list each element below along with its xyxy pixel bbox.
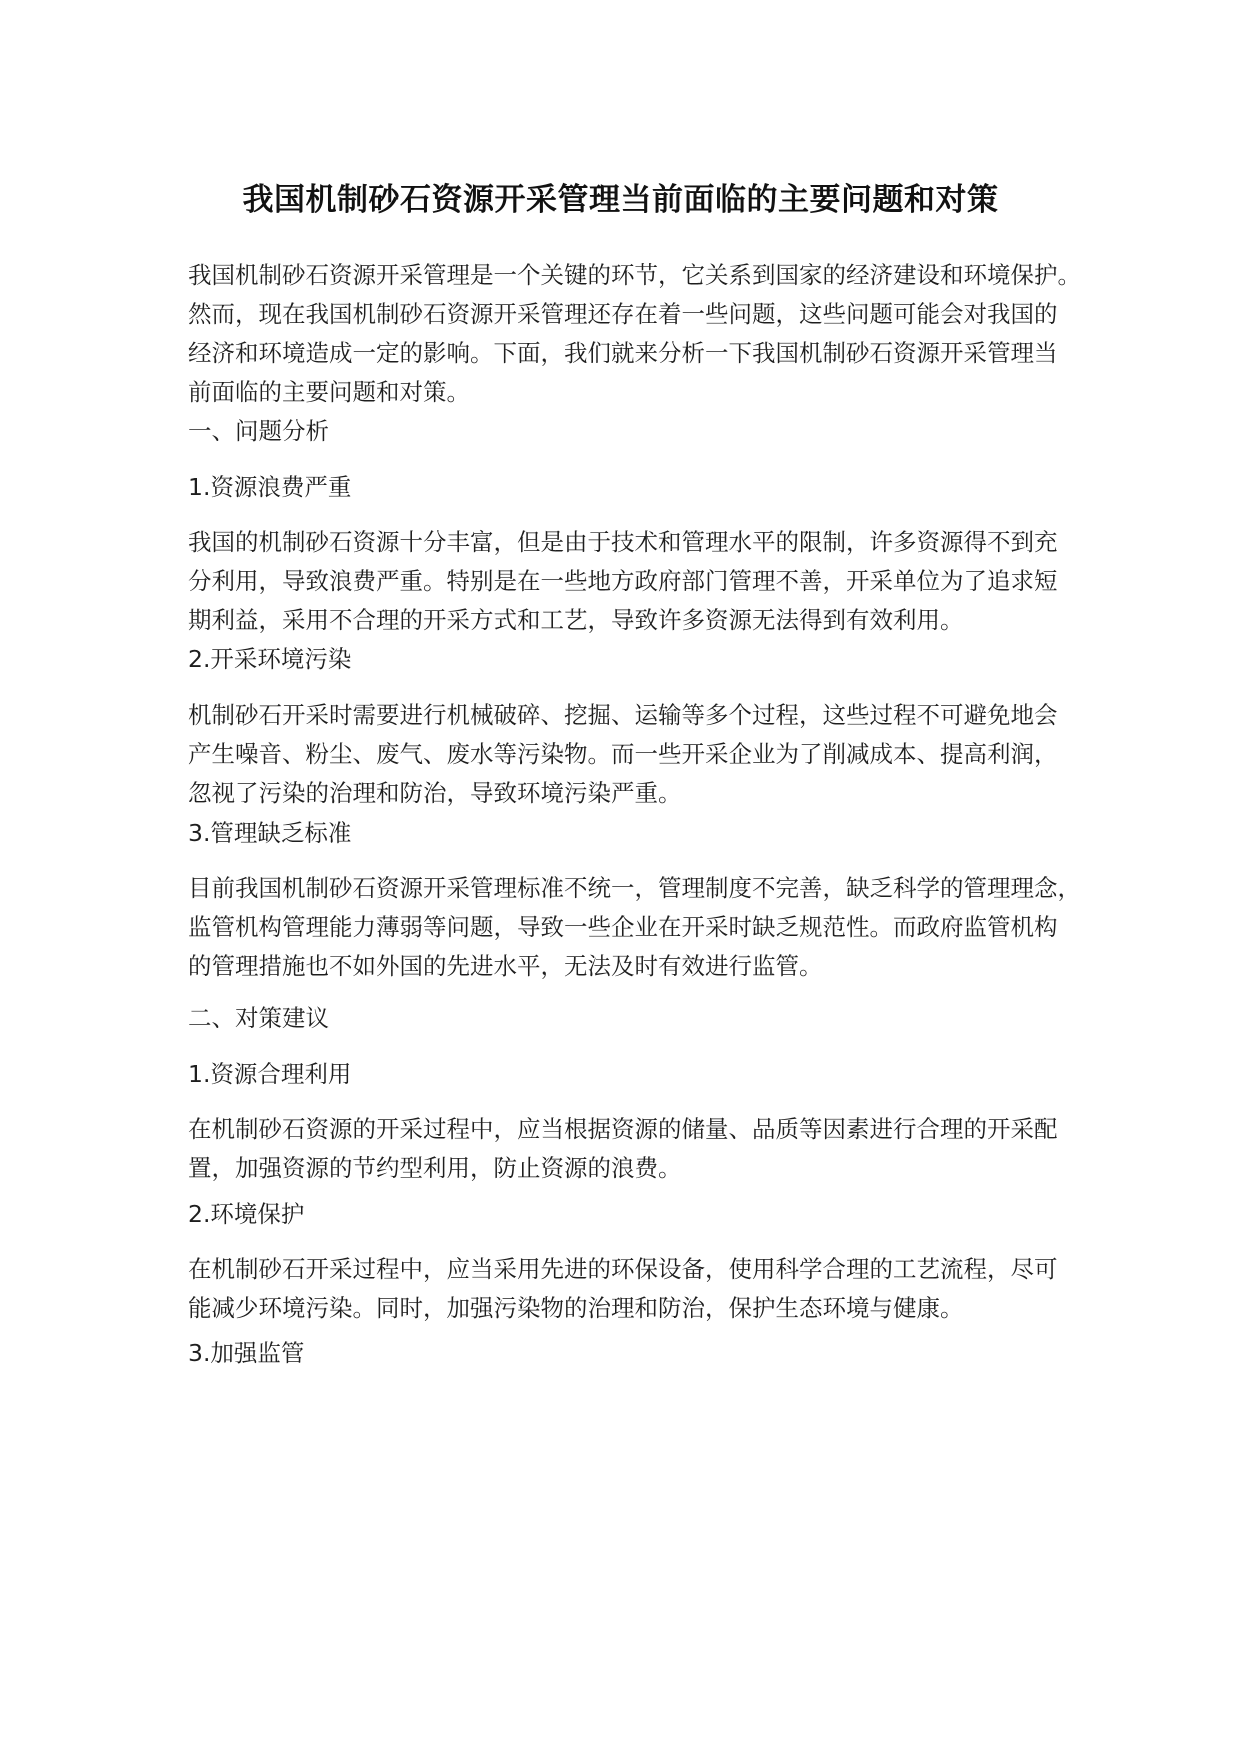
text-line: 经济和环境造成一定的影响。下面，我们就来分析一下我国机制砂石资源开采管理当 <box>188 339 1058 367</box>
paragraph-rational-use <box>188 1110 1088 1188</box>
text-line: 在机制砂石开采过程中，应当采用先进的环保设备，使用科学合理的工艺流程，尽可 <box>188 1255 1058 1283</box>
text-line: 前面临的主要问题和对策。 <box>188 378 470 406</box>
text-line: 期利益，采用不合理的开采方式和工艺，导致许多资源无法得到有效利用。 <box>188 606 964 634</box>
text-line: 忽视了污染的治理和防治，导致环境污染严重。 <box>188 779 682 807</box>
text-line: 产生噪音、粉尘、废气、废水等污染物。而一些开采企业为了削减成本、提高利润， <box>188 740 1058 768</box>
text-line: 在机制砂石资源的开采过程中，应当根据资源的储量、品质等因素进行合理的开采配 <box>188 1115 1058 1143</box>
subheading-lack-of-standards: 3.管理缺乏标准 <box>188 819 352 847</box>
paragraph-resource-waste <box>188 523 1088 640</box>
text-line: 监管机构管理能力薄弱等问题，导致一些企业在开采时缺乏规范性。而政府监管机构 <box>188 913 1058 941</box>
document-title: 我国机制砂石资源开采管理当前面临的主要问题和对策 <box>242 182 999 218</box>
subheading-resource-waste: 1.资源浪费严重 <box>188 473 352 501</box>
section-heading-problems: 一、问题分析 <box>188 417 329 445</box>
subheading-rational-use: 1.资源合理利用 <box>188 1060 352 1088</box>
text-line: 分利用，导致浪费严重。特别是在一些地方政府部门管理不善，开采单位为了追求短 <box>188 567 1058 595</box>
section-heading-countermeasures: 二、对策建议 <box>188 1004 329 1032</box>
text-line: 目前我国机制砂石资源开采管理标准不统一，管理制度不完善，缺乏科学的管理理念， <box>188 874 1081 902</box>
text-line: 的管理措施也不如外国的先进水平，无法及时有效进行监管。 <box>188 952 823 980</box>
text-line: 我国机制砂石资源开采管理是一个关键的环节，它关系到国家的经济建设和环境保护。 <box>188 261 1081 289</box>
text-line: 然而，现在我国机制砂石资源开采管理还存在着一些问题，这些问题可能会对我国的 <box>188 300 1058 328</box>
paragraph-environment-pollution <box>188 696 1088 813</box>
subheading-environment-pollution: 2.开采环境污染 <box>188 645 352 673</box>
text-line: 机制砂石开采时需要进行机械破碎、挖掘、运输等多个过程，这些过程不可避免地会 <box>188 701 1058 729</box>
paragraph-environmental-protection <box>188 1250 1088 1328</box>
intro-paragraph <box>188 256 1088 412</box>
text-line: 我国的机制砂石资源十分丰富，但是由于技术和管理水平的限制，许多资源得不到充 <box>188 528 1058 556</box>
subheading-environmental-protection: 2.环境保护 <box>188 1200 305 1228</box>
subheading-strengthen-supervision: 3.加强监管 <box>188 1339 305 1367</box>
paragraph-lack-of-standards <box>188 869 1088 986</box>
text-line: 置，加强资源的节约型利用，防止资源的浪费。 <box>188 1154 682 1182</box>
text-line: 能减少环境污染。同时，加强污染物的治理和防治，保护生态环境与健康。 <box>188 1294 964 1322</box>
